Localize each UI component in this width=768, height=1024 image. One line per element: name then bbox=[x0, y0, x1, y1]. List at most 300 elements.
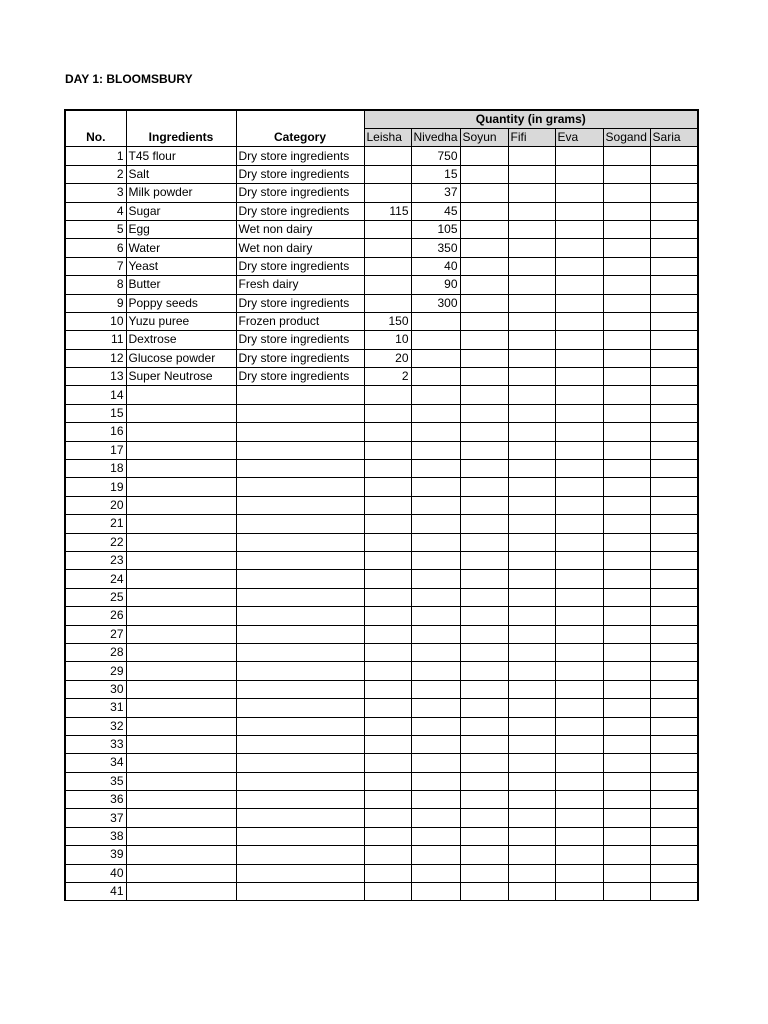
quantity-cell-fifi[interactable] bbox=[508, 460, 555, 478]
category-cell[interactable]: Dry store ingredients bbox=[236, 202, 364, 220]
quantity-cell-sogand[interactable] bbox=[603, 496, 650, 514]
row-number-cell[interactable]: 39 bbox=[65, 846, 126, 864]
quantity-cell-sogand[interactable] bbox=[603, 791, 650, 809]
quantity-cell-sogand[interactable] bbox=[603, 827, 650, 845]
quantity-cell-nivedha[interactable]: 300 bbox=[411, 294, 460, 312]
quantity-cell-eva[interactable] bbox=[555, 478, 603, 496]
row-number-cell[interactable]: 8 bbox=[65, 276, 126, 294]
row-number-cell[interactable]: 21 bbox=[65, 515, 126, 533]
person-header-leisha[interactable]: Leisha bbox=[364, 129, 411, 147]
quantity-cell-eva[interactable] bbox=[555, 515, 603, 533]
quantity-cell-soyun[interactable] bbox=[460, 404, 508, 422]
ingredient-cell[interactable] bbox=[126, 441, 236, 459]
quantity-cell-eva[interactable] bbox=[555, 165, 603, 183]
row-number-cell[interactable]: 4 bbox=[65, 202, 126, 220]
quantity-cell-nivedha[interactable] bbox=[411, 331, 460, 349]
quantity-cell-sogand[interactable] bbox=[603, 460, 650, 478]
quantity-cell-soyun[interactable] bbox=[460, 827, 508, 845]
quantity-cell-soyun[interactable] bbox=[460, 570, 508, 588]
category-cell[interactable] bbox=[236, 551, 364, 569]
quantity-cell-saria[interactable] bbox=[650, 827, 698, 845]
quantity-cell-saria[interactable] bbox=[650, 680, 698, 698]
ingredient-cell[interactable] bbox=[126, 791, 236, 809]
quantity-cell-fifi[interactable] bbox=[508, 202, 555, 220]
quantity-cell-fifi[interactable] bbox=[508, 735, 555, 753]
quantity-cell-eva[interactable] bbox=[555, 570, 603, 588]
quantity-cell-eva[interactable] bbox=[555, 772, 603, 790]
quantity-cell-eva[interactable] bbox=[555, 202, 603, 220]
category-cell[interactable] bbox=[236, 864, 364, 882]
ingredient-cell[interactable] bbox=[126, 754, 236, 772]
ingredient-cell[interactable]: Yeast bbox=[126, 257, 236, 275]
quantity-cell-leisha[interactable] bbox=[364, 404, 411, 422]
quantity-cell-saria[interactable] bbox=[650, 662, 698, 680]
quantity-cell-saria[interactable] bbox=[650, 202, 698, 220]
row-number-cell[interactable]: 28 bbox=[65, 643, 126, 661]
category-cell[interactable]: Dry store ingredients bbox=[236, 165, 364, 183]
quantity-cell-leisha[interactable] bbox=[364, 625, 411, 643]
quantity-cell-eva[interactable] bbox=[555, 294, 603, 312]
ingredient-cell[interactable]: Salt bbox=[126, 165, 236, 183]
category-cell[interactable] bbox=[236, 680, 364, 698]
quantity-cell-soyun[interactable] bbox=[460, 883, 508, 901]
quantity-cell-leisha[interactable] bbox=[364, 533, 411, 551]
quantity-cell-leisha[interactable] bbox=[364, 607, 411, 625]
row-number-cell[interactable]: 24 bbox=[65, 570, 126, 588]
person-header-fifi[interactable]: Fifi bbox=[508, 129, 555, 147]
ingredient-cell[interactable]: Butter bbox=[126, 276, 236, 294]
quantity-cell-soyun[interactable] bbox=[460, 588, 508, 606]
quantity-cell-nivedha[interactable] bbox=[411, 460, 460, 478]
category-cell[interactable] bbox=[236, 607, 364, 625]
quantity-cell-soyun[interactable] bbox=[460, 147, 508, 165]
row-number-cell[interactable]: 7 bbox=[65, 257, 126, 275]
quantity-cell-fifi[interactable] bbox=[508, 827, 555, 845]
quantity-cell-soyun[interactable] bbox=[460, 717, 508, 735]
ingredient-cell[interactable] bbox=[126, 662, 236, 680]
row-number-cell[interactable]: 6 bbox=[65, 239, 126, 257]
row-number-cell[interactable]: 29 bbox=[65, 662, 126, 680]
quantity-cell-eva[interactable] bbox=[555, 643, 603, 661]
quantity-cell-nivedha[interactable] bbox=[411, 478, 460, 496]
row-number-cell[interactable]: 31 bbox=[65, 699, 126, 717]
quantity-cell-nivedha[interactable] bbox=[411, 349, 460, 367]
quantity-cell-sogand[interactable] bbox=[603, 276, 650, 294]
quantity-cell-sogand[interactable] bbox=[603, 717, 650, 735]
quantity-cell-eva[interactable] bbox=[555, 607, 603, 625]
quantity-cell-sogand[interactable] bbox=[603, 220, 650, 238]
person-header-soyun[interactable]: Soyun bbox=[460, 129, 508, 147]
quantity-cell-eva[interactable] bbox=[555, 551, 603, 569]
quantity-cell-fifi[interactable] bbox=[508, 349, 555, 367]
quantity-cell-soyun[interactable] bbox=[460, 423, 508, 441]
quantity-cell-nivedha[interactable] bbox=[411, 441, 460, 459]
quantity-cell-saria[interactable] bbox=[650, 496, 698, 514]
person-header-nivedha[interactable]: Nivedha bbox=[411, 129, 460, 147]
quantity-cell-leisha[interactable]: 10 bbox=[364, 331, 411, 349]
row-number-cell[interactable]: 5 bbox=[65, 220, 126, 238]
quantity-cell-saria[interactable] bbox=[650, 791, 698, 809]
quantity-cell-saria[interactable] bbox=[650, 570, 698, 588]
quantity-cell-soyun[interactable] bbox=[460, 533, 508, 551]
quantity-cell-fifi[interactable] bbox=[508, 809, 555, 827]
quantity-cell-saria[interactable] bbox=[650, 423, 698, 441]
quantity-cell-saria[interactable] bbox=[650, 551, 698, 569]
ingredient-cell[interactable]: Milk powder bbox=[126, 184, 236, 202]
ingredient-cell[interactable] bbox=[126, 625, 236, 643]
quantity-cell-soyun[interactable] bbox=[460, 754, 508, 772]
quantity-cell-fifi[interactable] bbox=[508, 699, 555, 717]
row-number-cell[interactable]: 11 bbox=[65, 331, 126, 349]
quantity-cell-sogand[interactable] bbox=[603, 478, 650, 496]
row-number-cell[interactable]: 26 bbox=[65, 607, 126, 625]
quantity-cell-soyun[interactable] bbox=[460, 791, 508, 809]
quantity-cell-fifi[interactable] bbox=[508, 754, 555, 772]
quantity-cell-soyun[interactable] bbox=[460, 441, 508, 459]
quantity-cell-saria[interactable] bbox=[650, 717, 698, 735]
quantity-cell-sogand[interactable] bbox=[603, 294, 650, 312]
ingredient-cell[interactable]: Poppy seeds bbox=[126, 294, 236, 312]
row-number-cell[interactable]: 18 bbox=[65, 460, 126, 478]
quantity-cell-leisha[interactable] bbox=[364, 147, 411, 165]
quantity-cell-soyun[interactable] bbox=[460, 496, 508, 514]
quantity-cell-nivedha[interactable] bbox=[411, 607, 460, 625]
quantity-cell-eva[interactable] bbox=[555, 312, 603, 330]
category-cell[interactable] bbox=[236, 717, 364, 735]
quantity-cell-leisha[interactable] bbox=[364, 735, 411, 753]
quantity-cell-leisha[interactable]: 150 bbox=[364, 312, 411, 330]
quantity-cell-sogand[interactable] bbox=[603, 239, 650, 257]
ingredient-cell[interactable] bbox=[126, 643, 236, 661]
quantity-cell-sogand[interactable] bbox=[603, 423, 650, 441]
quantity-cell-leisha[interactable] bbox=[364, 423, 411, 441]
category-cell[interactable]: Dry store ingredients bbox=[236, 331, 364, 349]
quantity-cell-sogand[interactable] bbox=[603, 588, 650, 606]
quantity-cell-saria[interactable] bbox=[650, 809, 698, 827]
ingredient-cell[interactable] bbox=[126, 588, 236, 606]
quantity-cell-nivedha[interactable] bbox=[411, 772, 460, 790]
category-cell[interactable] bbox=[236, 478, 364, 496]
quantity-cell-saria[interactable] bbox=[650, 864, 698, 882]
quantity-cell-nivedha[interactable] bbox=[411, 625, 460, 643]
quantity-cell-eva[interactable] bbox=[555, 846, 603, 864]
quantity-cell-leisha[interactable]: 115 bbox=[364, 202, 411, 220]
quantity-cell-saria[interactable] bbox=[650, 331, 698, 349]
quantity-cell-soyun[interactable] bbox=[460, 349, 508, 367]
quantity-cell-leisha[interactable] bbox=[364, 883, 411, 901]
row-number-cell[interactable]: 37 bbox=[65, 809, 126, 827]
quantity-cell-leisha[interactable] bbox=[364, 864, 411, 882]
category-cell[interactable] bbox=[236, 386, 364, 404]
quantity-cell-soyun[interactable] bbox=[460, 846, 508, 864]
quantity-cell-saria[interactable] bbox=[650, 312, 698, 330]
quantity-cell-soyun[interactable] bbox=[460, 478, 508, 496]
quantity-cell-soyun[interactable] bbox=[460, 312, 508, 330]
quantity-cell-sogand[interactable] bbox=[603, 735, 650, 753]
quantity-cell-sogand[interactable] bbox=[603, 680, 650, 698]
quantity-cell-sogand[interactable] bbox=[603, 349, 650, 367]
quantity-cell-saria[interactable] bbox=[650, 184, 698, 202]
quantity-cell-eva[interactable] bbox=[555, 147, 603, 165]
row-number-cell[interactable]: 12 bbox=[65, 349, 126, 367]
ingredient-cell[interactable] bbox=[126, 496, 236, 514]
quantity-cell-soyun[interactable] bbox=[460, 220, 508, 238]
quantity-cell-nivedha[interactable] bbox=[411, 515, 460, 533]
quantity-cell-eva[interactable] bbox=[555, 864, 603, 882]
quantity-cell-fifi[interactable] bbox=[508, 496, 555, 514]
quantity-cell-nivedha[interactable] bbox=[411, 533, 460, 551]
quantity-cell-leisha[interactable] bbox=[364, 220, 411, 238]
quantity-cell-sogand[interactable] bbox=[603, 515, 650, 533]
ingredient-cell[interactable] bbox=[126, 864, 236, 882]
quantity-cell-soyun[interactable] bbox=[460, 331, 508, 349]
category-cell[interactable]: Dry store ingredients bbox=[236, 368, 364, 386]
quantity-cell-saria[interactable] bbox=[650, 754, 698, 772]
quantity-cell-leisha[interactable] bbox=[364, 386, 411, 404]
quantity-cell-fifi[interactable] bbox=[508, 515, 555, 533]
quantity-cell-sogand[interactable] bbox=[603, 551, 650, 569]
quantity-cell-leisha[interactable] bbox=[364, 496, 411, 514]
quantity-cell-fifi[interactable] bbox=[508, 404, 555, 422]
row-number-cell[interactable]: 32 bbox=[65, 717, 126, 735]
quantity-cell-fifi[interactable] bbox=[508, 257, 555, 275]
quantity-cell-soyun[interactable] bbox=[460, 202, 508, 220]
row-number-cell[interactable]: 33 bbox=[65, 735, 126, 753]
quantity-cell-nivedha[interactable] bbox=[411, 791, 460, 809]
quantity-cell-fifi[interactable] bbox=[508, 791, 555, 809]
quantity-cell-nivedha[interactable] bbox=[411, 570, 460, 588]
ingredient-cell[interactable] bbox=[126, 827, 236, 845]
quantity-cell-soyun[interactable] bbox=[460, 257, 508, 275]
ingredient-cell[interactable]: Glucose powder bbox=[126, 349, 236, 367]
category-cell[interactable] bbox=[236, 423, 364, 441]
quantity-cell-soyun[interactable] bbox=[460, 276, 508, 294]
quantity-cell-sogand[interactable] bbox=[603, 386, 650, 404]
quantity-cell-nivedha[interactable]: 45 bbox=[411, 202, 460, 220]
quantity-cell-saria[interactable] bbox=[650, 276, 698, 294]
ingredient-cell[interactable]: T45 flour bbox=[126, 147, 236, 165]
quantity-cell-leisha[interactable] bbox=[364, 239, 411, 257]
ingredient-cell[interactable] bbox=[126, 386, 236, 404]
quantity-cell-fifi[interactable] bbox=[508, 386, 555, 404]
quantity-cell-sogand[interactable] bbox=[603, 883, 650, 901]
row-number-cell[interactable]: 23 bbox=[65, 551, 126, 569]
quantity-cell-fifi[interactable] bbox=[508, 533, 555, 551]
quantity-cell-fifi[interactable] bbox=[508, 864, 555, 882]
quantity-cell-sogand[interactable] bbox=[603, 662, 650, 680]
quantity-cell-nivedha[interactable]: 40 bbox=[411, 257, 460, 275]
quantity-cell-leisha[interactable] bbox=[364, 460, 411, 478]
quantity-cell-soyun[interactable] bbox=[460, 680, 508, 698]
quantity-cell-soyun[interactable] bbox=[460, 294, 508, 312]
category-cell[interactable] bbox=[236, 754, 364, 772]
quantity-cell-nivedha[interactable]: 105 bbox=[411, 220, 460, 238]
row-number-cell[interactable]: 27 bbox=[65, 625, 126, 643]
quantity-cell-saria[interactable] bbox=[650, 607, 698, 625]
ingredient-cell[interactable] bbox=[126, 515, 236, 533]
quantity-cell-nivedha[interactable] bbox=[411, 423, 460, 441]
quantity-cell-eva[interactable] bbox=[555, 184, 603, 202]
quantity-cell-nivedha[interactable] bbox=[411, 809, 460, 827]
quantity-cell-leisha[interactable]: 2 bbox=[364, 368, 411, 386]
category-cell[interactable] bbox=[236, 735, 364, 753]
quantity-cell-soyun[interactable] bbox=[460, 699, 508, 717]
category-cell[interactable]: Fresh dairy bbox=[236, 276, 364, 294]
quantity-cell-soyun[interactable] bbox=[460, 772, 508, 790]
quantity-cell-sogand[interactable] bbox=[603, 147, 650, 165]
quantity-cell-leisha[interactable] bbox=[364, 680, 411, 698]
quantity-cell-eva[interactable] bbox=[555, 625, 603, 643]
quantity-cell-leisha[interactable] bbox=[364, 257, 411, 275]
quantity-cell-nivedha[interactable] bbox=[411, 588, 460, 606]
quantity-cell-fifi[interactable] bbox=[508, 165, 555, 183]
quantity-cell-leisha[interactable] bbox=[364, 717, 411, 735]
quantity-cell-leisha[interactable] bbox=[364, 551, 411, 569]
quantity-cell-fifi[interactable] bbox=[508, 147, 555, 165]
category-cell[interactable] bbox=[236, 588, 364, 606]
category-cell[interactable] bbox=[236, 625, 364, 643]
ingredient-cell[interactable] bbox=[126, 717, 236, 735]
quantity-cell-saria[interactable] bbox=[650, 294, 698, 312]
quantity-cell-soyun[interactable] bbox=[460, 735, 508, 753]
quantity-cell-soyun[interactable] bbox=[460, 625, 508, 643]
ingredient-cell[interactable] bbox=[126, 404, 236, 422]
category-cell[interactable] bbox=[236, 772, 364, 790]
quantity-cell-sogand[interactable] bbox=[603, 368, 650, 386]
ingredient-cell[interactable] bbox=[126, 846, 236, 864]
row-number-cell[interactable]: 35 bbox=[65, 772, 126, 790]
quantity-cell-saria[interactable] bbox=[650, 643, 698, 661]
quantity-cell-fifi[interactable] bbox=[508, 276, 555, 294]
ingredient-cell[interactable] bbox=[126, 423, 236, 441]
quantity-cell-leisha[interactable] bbox=[364, 515, 411, 533]
category-cell[interactable]: Wet non dairy bbox=[236, 220, 364, 238]
quantity-cell-sogand[interactable] bbox=[603, 533, 650, 551]
quantity-cell-leisha[interactable] bbox=[364, 441, 411, 459]
category-cell[interactable] bbox=[236, 699, 364, 717]
ingredient-cell[interactable] bbox=[126, 478, 236, 496]
category-cell[interactable]: Dry store ingredients bbox=[236, 184, 364, 202]
quantity-cell-leisha[interactable] bbox=[364, 165, 411, 183]
person-header-eva[interactable]: Eva bbox=[555, 129, 603, 147]
quantity-cell-sogand[interactable] bbox=[603, 625, 650, 643]
quantity-cell-eva[interactable] bbox=[555, 717, 603, 735]
ingredient-cell[interactable] bbox=[126, 772, 236, 790]
quantity-cell-sogand[interactable] bbox=[603, 570, 650, 588]
row-number-cell[interactable]: 15 bbox=[65, 404, 126, 422]
category-cell[interactable] bbox=[236, 570, 364, 588]
category-cell[interactable] bbox=[236, 515, 364, 533]
row-number-cell[interactable]: 19 bbox=[65, 478, 126, 496]
quantity-cell-eva[interactable] bbox=[555, 239, 603, 257]
quantity-cell-eva[interactable] bbox=[555, 791, 603, 809]
quantity-cell-nivedha[interactable] bbox=[411, 754, 460, 772]
quantity-cell-sogand[interactable] bbox=[603, 607, 650, 625]
quantity-cell-nivedha[interactable] bbox=[411, 496, 460, 514]
quantity-cell-leisha[interactable] bbox=[364, 827, 411, 845]
quantity-cell-nivedha[interactable] bbox=[411, 883, 460, 901]
quantity-cell-fifi[interactable] bbox=[508, 184, 555, 202]
quantity-cell-eva[interactable] bbox=[555, 276, 603, 294]
quantity-cell-eva[interactable] bbox=[555, 386, 603, 404]
quantity-cell-nivedha[interactable] bbox=[411, 699, 460, 717]
quantity-cell-saria[interactable] bbox=[650, 846, 698, 864]
category-cell[interactable]: Frozen product bbox=[236, 312, 364, 330]
quantity-cell-eva[interactable] bbox=[555, 809, 603, 827]
quantity-cell-soyun[interactable] bbox=[460, 551, 508, 569]
quantity-cell-leisha[interactable] bbox=[364, 276, 411, 294]
quantity-cell-saria[interactable] bbox=[650, 441, 698, 459]
quantity-cell-nivedha[interactable] bbox=[411, 551, 460, 569]
ingredient-cell[interactable] bbox=[126, 551, 236, 569]
category-cell[interactable] bbox=[236, 460, 364, 478]
ingredient-cell[interactable]: Water bbox=[126, 239, 236, 257]
quantity-cell-sogand[interactable] bbox=[603, 441, 650, 459]
row-number-cell[interactable]: 34 bbox=[65, 754, 126, 772]
quantity-cell-fifi[interactable] bbox=[508, 294, 555, 312]
quantity-cell-nivedha[interactable] bbox=[411, 846, 460, 864]
quantity-cell-fifi[interactable] bbox=[508, 643, 555, 661]
row-number-cell[interactable]: 14 bbox=[65, 386, 126, 404]
quantity-cell-saria[interactable] bbox=[650, 349, 698, 367]
quantity-cell-sogand[interactable] bbox=[603, 643, 650, 661]
row-number-cell[interactable]: 22 bbox=[65, 533, 126, 551]
row-number-cell[interactable]: 1 bbox=[65, 147, 126, 165]
quantity-cell-nivedha[interactable] bbox=[411, 680, 460, 698]
quantity-cell-soyun[interactable] bbox=[460, 460, 508, 478]
row-number-cell[interactable]: 40 bbox=[65, 864, 126, 882]
quantity-cell-eva[interactable] bbox=[555, 496, 603, 514]
quantity-cell-saria[interactable] bbox=[650, 239, 698, 257]
quantity-cell-nivedha[interactable] bbox=[411, 643, 460, 661]
quantity-cell-sogand[interactable] bbox=[603, 699, 650, 717]
quantity-cell-sogand[interactable] bbox=[603, 846, 650, 864]
quantity-cell-nivedha[interactable]: 350 bbox=[411, 239, 460, 257]
ingredient-cell[interactable]: Egg bbox=[126, 220, 236, 238]
quantity-cell-eva[interactable] bbox=[555, 680, 603, 698]
quantity-cell-eva[interactable] bbox=[555, 699, 603, 717]
quantity-cell-fifi[interactable] bbox=[508, 331, 555, 349]
row-number-cell[interactable]: 3 bbox=[65, 184, 126, 202]
quantity-cell-eva[interactable] bbox=[555, 827, 603, 845]
quantity-cell-saria[interactable] bbox=[650, 220, 698, 238]
quantity-cell-fifi[interactable] bbox=[508, 423, 555, 441]
row-number-cell[interactable]: 41 bbox=[65, 883, 126, 901]
category-cell[interactable]: Dry store ingredients bbox=[236, 294, 364, 312]
row-number-cell[interactable]: 20 bbox=[65, 496, 126, 514]
quantity-cell-fifi[interactable] bbox=[508, 772, 555, 790]
quantity-cell-sogand[interactable] bbox=[603, 257, 650, 275]
quantity-cell-nivedha[interactable] bbox=[411, 368, 460, 386]
quantity-cell-saria[interactable] bbox=[650, 404, 698, 422]
quantity-cell-sogand[interactable] bbox=[603, 864, 650, 882]
quantity-cell-saria[interactable] bbox=[650, 515, 698, 533]
quantity-cell-nivedha[interactable] bbox=[411, 386, 460, 404]
quantity-cell-saria[interactable] bbox=[650, 699, 698, 717]
ingredient-cell[interactable] bbox=[126, 607, 236, 625]
category-cell[interactable]: Dry store ingredients bbox=[236, 257, 364, 275]
row-number-cell[interactable]: 17 bbox=[65, 441, 126, 459]
quantity-cell-sogand[interactable] bbox=[603, 754, 650, 772]
quantity-cell-soyun[interactable] bbox=[460, 864, 508, 882]
quantity-cell-soyun[interactable] bbox=[460, 239, 508, 257]
quantity-cell-nivedha[interactable]: 37 bbox=[411, 184, 460, 202]
quantity-cell-saria[interactable] bbox=[650, 257, 698, 275]
quantity-cell-leisha[interactable] bbox=[364, 754, 411, 772]
quantity-cell-fifi[interactable] bbox=[508, 883, 555, 901]
row-number-cell[interactable]: 10 bbox=[65, 312, 126, 330]
quantity-cell-eva[interactable] bbox=[555, 754, 603, 772]
